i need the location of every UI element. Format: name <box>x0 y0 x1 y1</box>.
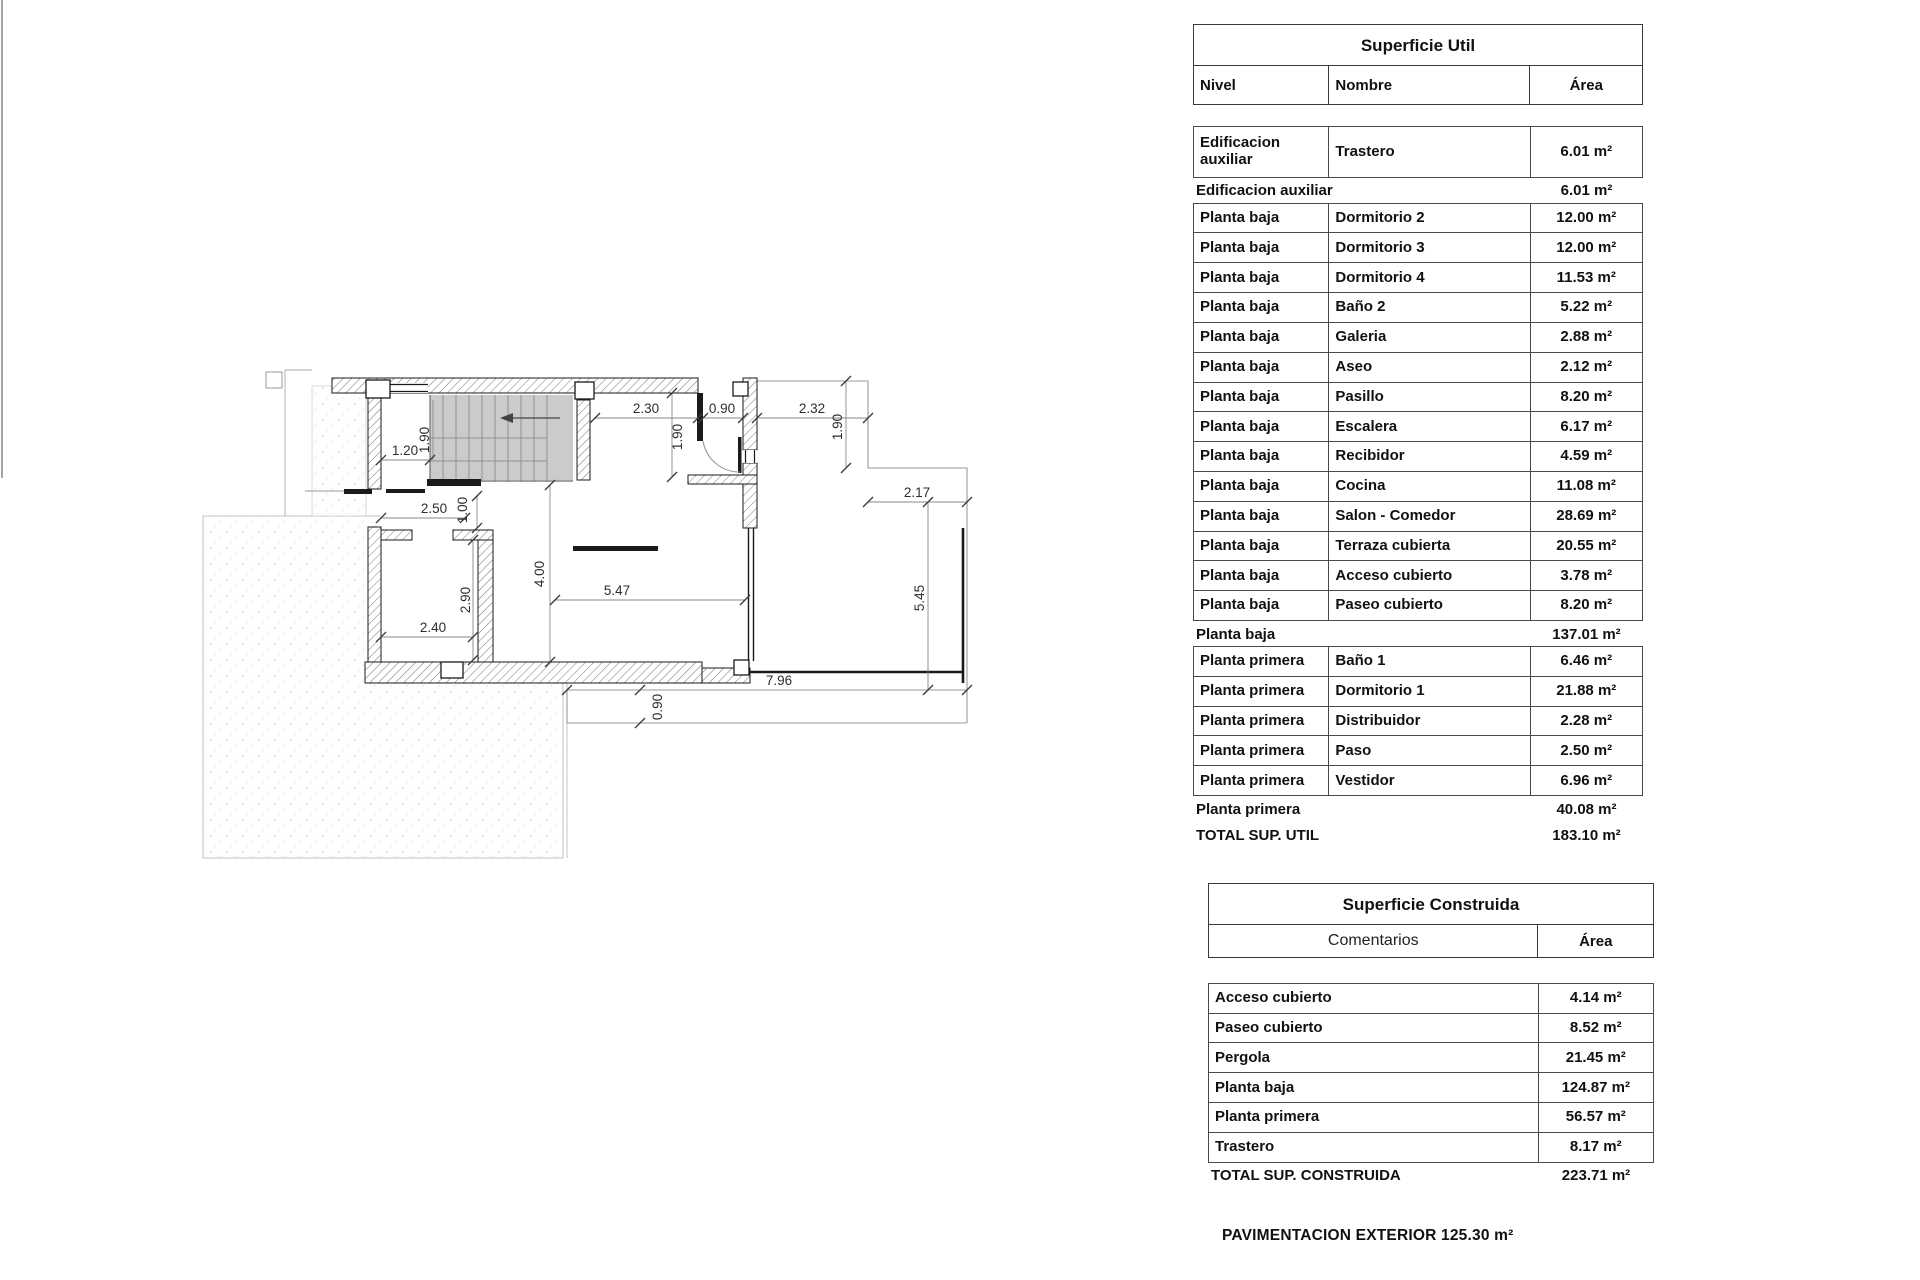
dimension-label: 1.90 <box>830 413 845 441</box>
table-cell-name: Salon - Comedor <box>1328 502 1529 531</box>
table-cell-level: Edificacion auxiliar <box>1200 134 1281 168</box>
table-row <box>1208 1102 1654 1133</box>
table-cell-area: 21.88 m² <box>1530 677 1642 706</box>
superficie-util-body <box>1193 126 1643 848</box>
table-row <box>1193 765 1643 796</box>
table-cell-level: Planta primera <box>1200 711 1305 729</box>
pavimentacion-note: PAVIMENTACION EXTERIOR 125.30 m² <box>1222 1227 1514 1244</box>
table-cell-name: Paseo cubierto <box>1328 591 1529 620</box>
table-row <box>1208 1132 1654 1163</box>
table-cell-name: Vestidor <box>1328 766 1529 795</box>
staircase <box>427 395 573 486</box>
column-header-nivel: Nivel <box>1200 76 1236 94</box>
table-cell-level: Planta baja <box>1200 417 1280 435</box>
subtotal-row <box>1193 178 1643 204</box>
total-row <box>1193 822 1643 848</box>
column-header-comentarios: Comentarios <box>1327 932 1419 949</box>
table-cell-area: 8.20 m² <box>1530 591 1642 620</box>
table-cell-area: 124.87 m² <box>1538 1073 1653 1102</box>
table-cell-name: Aseo <box>1328 353 1529 382</box>
subtotal-row <box>1193 621 1643 647</box>
table-cell-name: Dormitorio 2 <box>1328 204 1529 233</box>
table-cell-level: Planta baja <box>1200 447 1280 465</box>
table-row <box>1193 292 1643 323</box>
table-row <box>1193 706 1643 737</box>
table-cell-area: 20.55 m² <box>1530 532 1642 561</box>
column-header-nombre: Nombre <box>1328 66 1529 104</box>
page-edge-line <box>1 0 3 478</box>
dimension-label: 4.00 <box>532 560 547 588</box>
table-cell-name: Dormitorio 4 <box>1328 263 1529 292</box>
table-cell-area: 4.59 m² <box>1530 442 1642 471</box>
row-label: TOTAL SUP. UTIL <box>1196 826 1320 844</box>
table-cell-area: 5.22 m² <box>1530 293 1642 322</box>
table-cell-level: Planta baja <box>1200 477 1280 495</box>
table-cell-name: Escalera <box>1328 412 1529 441</box>
table-cell-area: 11.53 m² <box>1530 263 1642 292</box>
column-header-area: Área <box>1529 66 1642 104</box>
row-area-value: 6.01 m² <box>1560 182 1613 200</box>
table-cell-name: Baño 1 <box>1328 647 1529 676</box>
table-cell-name: Baño 2 <box>1328 293 1529 322</box>
table-row <box>1193 441 1643 472</box>
table-row <box>1193 411 1643 442</box>
table-cell-name: Pergola <box>1215 1048 1271 1066</box>
table-cell-level: Planta baja <box>1200 208 1280 226</box>
table-cell-level: Planta primera <box>1200 771 1305 789</box>
floor-plan-drawing <box>190 360 990 900</box>
dimension-label: 2.40 <box>419 620 447 635</box>
table-cell-area: 8.52 m² <box>1538 1014 1653 1043</box>
table-cell-name: Dormitorio 3 <box>1328 233 1529 262</box>
table-cell-name: Terraza cubierta <box>1328 532 1529 561</box>
table-cell-area: 2.50 m² <box>1530 736 1642 765</box>
table-cell-level: Planta baja <box>1200 566 1280 584</box>
table-cell-level: Planta baja <box>1200 536 1280 554</box>
table-cell-area: 12.00 m² <box>1530 233 1642 262</box>
total-row <box>1208 1163 1654 1189</box>
table-cell-level: Planta primera <box>1200 682 1305 700</box>
table-row <box>1208 983 1654 1014</box>
row-label: Planta primera <box>1196 800 1301 818</box>
table-cell-area: 6.96 m² <box>1530 766 1642 795</box>
table-cell-area: 2.88 m² <box>1530 323 1642 352</box>
table-cell-name: Paseo cubierto <box>1215 1018 1323 1036</box>
row-area-value: 183.10 m² <box>1552 826 1621 844</box>
dimension-label: 2.50 <box>420 501 448 516</box>
dimension-label: 1.00 <box>455 496 470 524</box>
row-label: Planta baja <box>1196 625 1276 643</box>
table-cell-name: Acceso cubierto <box>1328 561 1529 590</box>
table-row <box>1193 203 1643 234</box>
table-cell-level: Planta primera <box>1200 741 1305 759</box>
table-row <box>1193 735 1643 766</box>
table-cell-name: Distribuidor <box>1328 707 1529 736</box>
dimension-label: 2.30 <box>632 401 660 416</box>
floor-plan <box>190 360 990 900</box>
table-cell-name: Galeria <box>1328 323 1529 352</box>
table-row <box>1193 531 1643 562</box>
terrace-edges <box>747 528 963 683</box>
superficie-construida-body <box>1208 983 1654 1189</box>
dimension-label: 2.90 <box>458 586 473 614</box>
table-row <box>1193 352 1643 383</box>
table-row <box>1193 646 1643 677</box>
hall-divider-wall <box>573 546 658 551</box>
table-cell-level: Planta baja <box>1200 596 1280 614</box>
table-cell-name: Planta primera <box>1215 1108 1320 1126</box>
table-row <box>1193 126 1643 178</box>
table-cell-area: 6.17 m² <box>1530 412 1642 441</box>
table-cell-area: 8.20 m² <box>1530 383 1642 412</box>
table-cell-level: Planta baja <box>1200 507 1280 524</box>
row-label: Edificacion auxiliar <box>1196 182 1333 200</box>
row-label: TOTAL SUP. CONSTRUIDA <box>1211 1167 1401 1185</box>
table-cell-level: Planta baja <box>1200 298 1280 316</box>
table-cell-area: 3.78 m² <box>1530 561 1642 590</box>
table-cell-area: 28.69 m² <box>1530 502 1642 531</box>
table-cell-area: 56.57 m² <box>1538 1103 1653 1132</box>
dimension-label: 0.90 <box>708 401 736 416</box>
table-cell-name: Acceso cubierto <box>1215 989 1332 1007</box>
table-cell-level: Planta baja <box>1200 357 1280 375</box>
table-cell-name: Paso <box>1328 736 1529 765</box>
table-cell-level: Planta baja <box>1200 387 1280 405</box>
table-row <box>1193 560 1643 591</box>
dimension-label: 2.17 <box>903 485 931 500</box>
table-cell-area: 8.17 m² <box>1538 1133 1653 1162</box>
table-cell-area: 2.28 m² <box>1530 707 1642 736</box>
table-row <box>1193 501 1643 532</box>
table-cell-area: 4.14 m² <box>1538 984 1653 1013</box>
table-cell-name: Pasillo <box>1328 383 1529 412</box>
dimension-label: 1.20 <box>391 443 419 458</box>
table-cell-name: Cocina <box>1328 472 1529 501</box>
dimension-label: 0.90 <box>650 693 665 721</box>
table-cell-name: Trastero <box>1215 1138 1275 1156</box>
table-cell-level: Planta baja <box>1200 238 1280 256</box>
dimension-label: 7.96 <box>765 673 793 688</box>
table-cell-area: 21.45 m² <box>1538 1043 1653 1072</box>
table-row <box>1208 1072 1654 1103</box>
dimension-label: 1.90 <box>417 426 432 454</box>
column-header-area-2: Área <box>1537 925 1653 957</box>
superficie-util-title: Superficie Util <box>1193 24 1643 66</box>
superficie-construida-header <box>1208 925 1654 958</box>
table-cell-name: Dormitorio 1 <box>1328 677 1529 706</box>
table-row <box>1208 1013 1654 1044</box>
dimension-label: 5.45 <box>912 584 927 612</box>
row-area-value: 223.71 m² <box>1561 1167 1631 1185</box>
table-cell-name: Trastero <box>1328 127 1529 177</box>
table-row <box>1208 1042 1654 1073</box>
superficie-util-table <box>1193 24 1643 848</box>
table-row <box>1193 232 1643 263</box>
table-cell-level: Planta primera <box>1200 652 1305 670</box>
table-cell-name: Planta baja <box>1215 1078 1295 1096</box>
table-cell-area: 6.01 m² <box>1530 127 1642 177</box>
dimension-label: 5.47 <box>603 583 631 598</box>
table-cell-area: 11.08 m² <box>1530 472 1642 501</box>
table-cell-name: Recibidor <box>1328 442 1529 471</box>
table-cell-level: Planta baja <box>1200 268 1280 286</box>
table-cell-area: 12.00 m² <box>1530 204 1642 233</box>
superficie-construida-title: Superficie Construida <box>1208 883 1654 925</box>
table-cell-area: 6.46 m² <box>1530 647 1642 676</box>
table-row <box>1193 382 1643 413</box>
table-cell-level: Planta baja <box>1200 328 1280 346</box>
table-row <box>1193 322 1643 353</box>
superficie-construida-table <box>1208 883 1654 1189</box>
subtotal-row <box>1193 796 1643 822</box>
table-row <box>1193 676 1643 707</box>
row-area-value: 137.01 m² <box>1552 625 1621 643</box>
table-row <box>1193 262 1643 293</box>
dimension-label: 2.32 <box>798 401 826 416</box>
row-area-value: 40.08 m² <box>1556 800 1617 818</box>
table-cell-area: 2.12 m² <box>1530 353 1642 382</box>
table-row <box>1193 590 1643 621</box>
dimension-label: 1.90 <box>670 423 685 451</box>
superficie-util-header <box>1193 66 1643 105</box>
table-row <box>1193 471 1643 502</box>
